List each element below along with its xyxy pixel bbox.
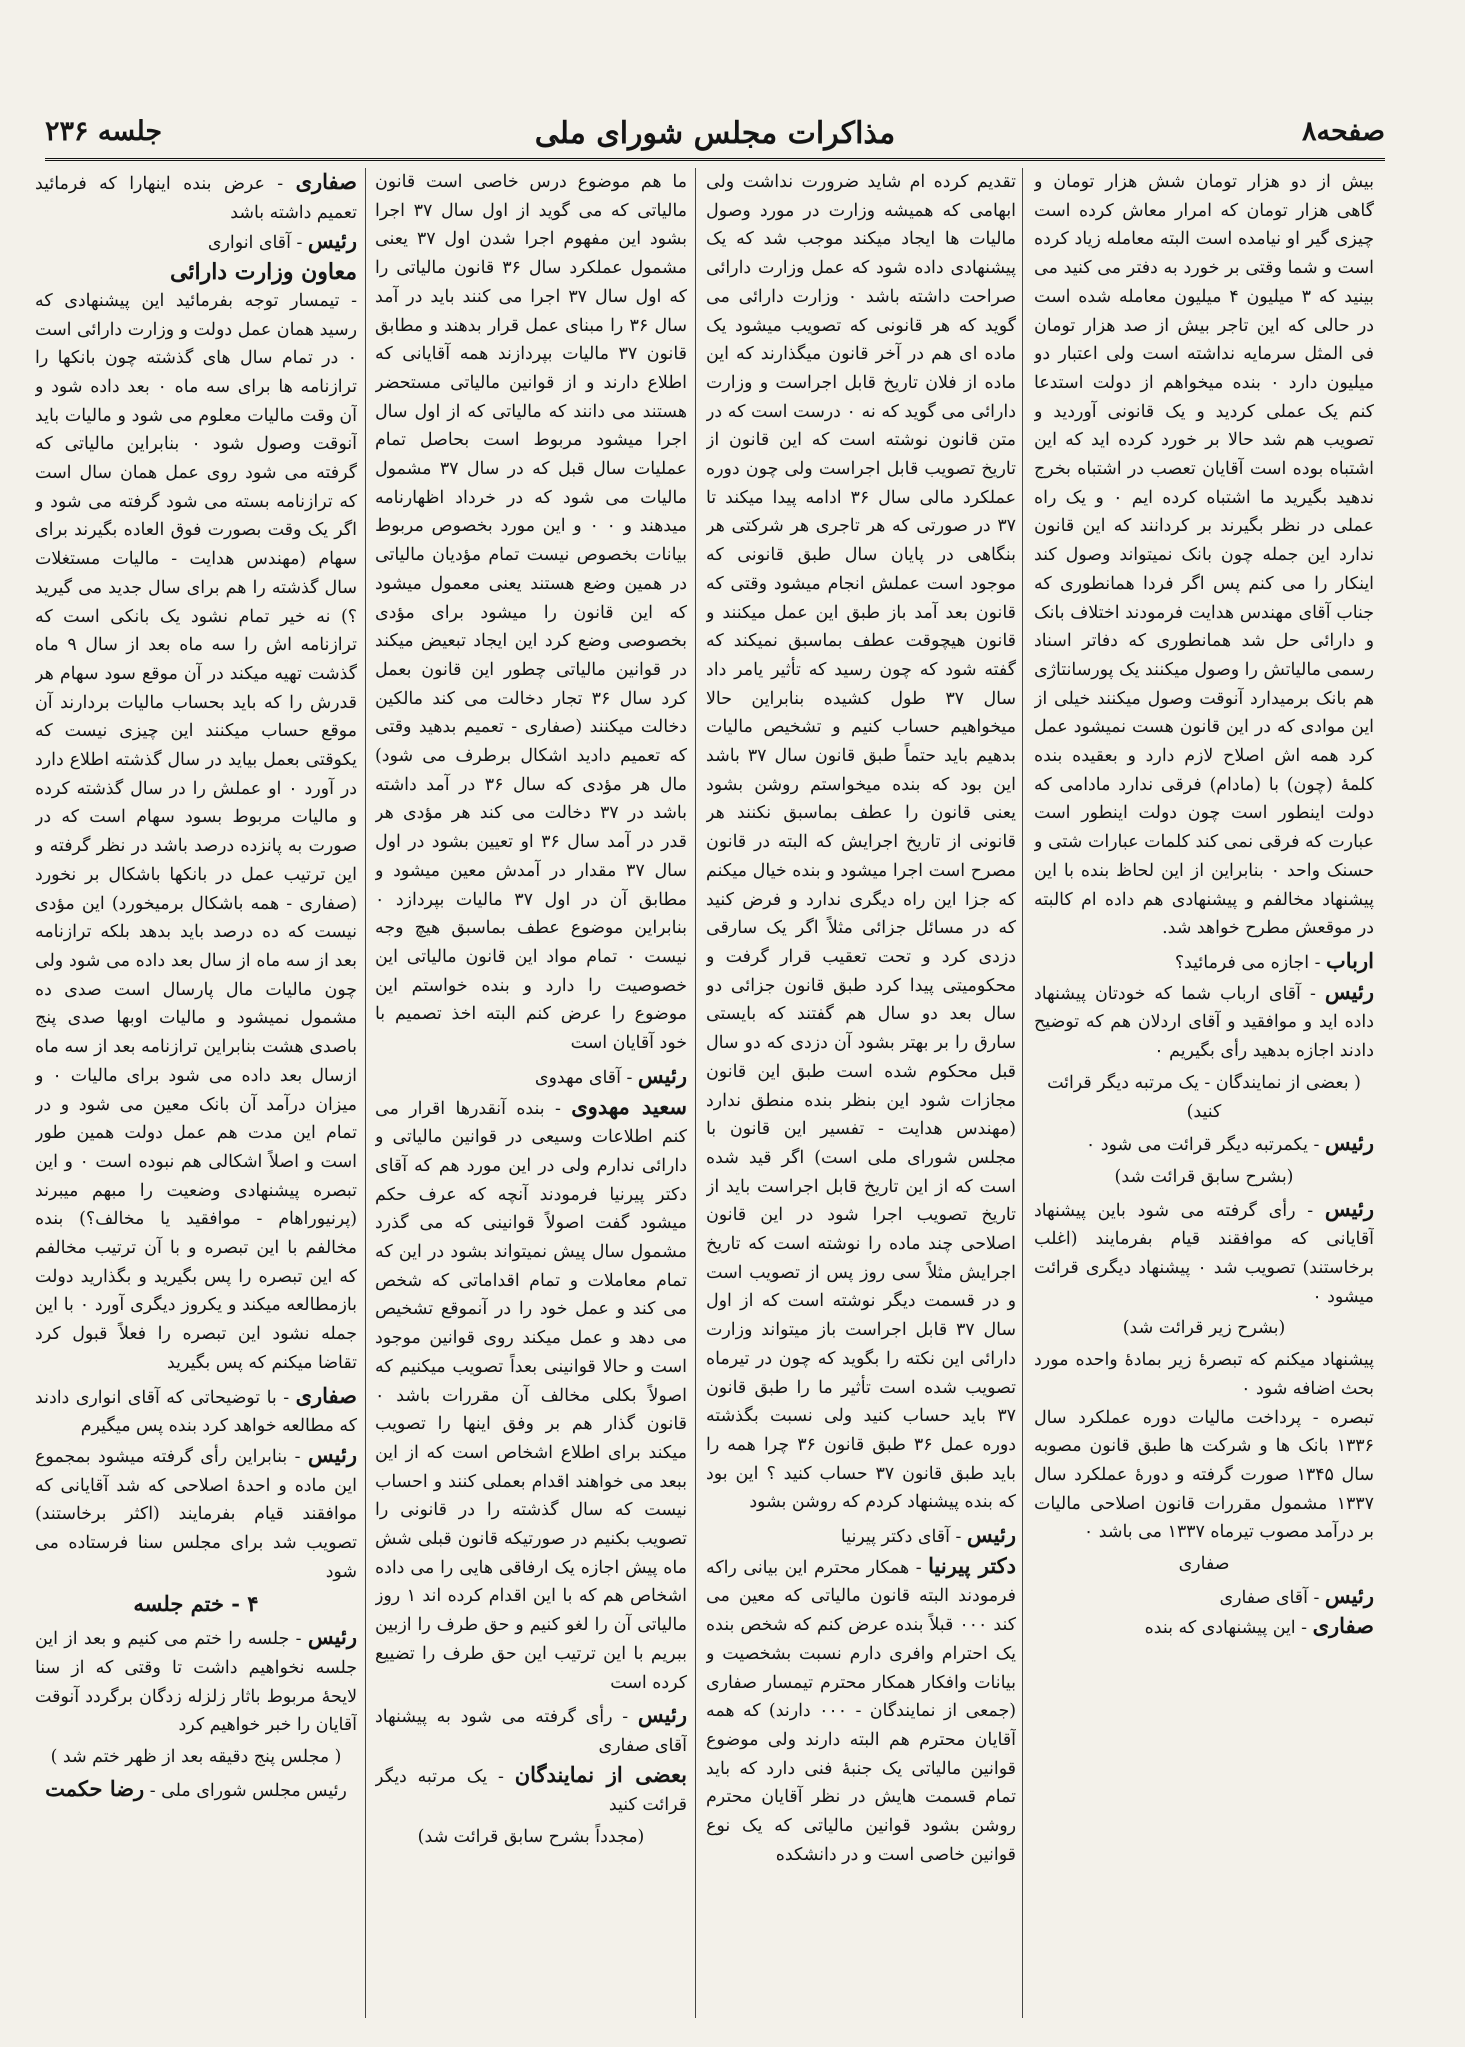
- speaker-name: دکتر پیرنیا: [928, 1552, 1016, 1578]
- speaker-name: رئیس: [307, 1441, 357, 1467]
- speaker-line: [1034, 1129, 1374, 1160]
- speaker-name: ارباب: [1326, 947, 1374, 973]
- speaker-name: رئیس: [1324, 1582, 1374, 1608]
- column-1: [1034, 168, 1374, 2028]
- stage-direction: (بشرح سابق قرائت شد): [1114, 1166, 1294, 1187]
- speech-text: - آقای دکتر پیرنیا: [840, 1527, 967, 1548]
- speaker-line: [375, 1093, 687, 1698]
- speaker-line: [375, 1761, 687, 1820]
- speaker-name: صفاری: [295, 169, 357, 194]
- speaker-line: [706, 1521, 1016, 1552]
- speech-text: - جلسه را ختم می کنیم و بعد از این جلسه نخواهیم داشت تا وقتی که از سنا لایحهٔ مربوط باثار زلزله زدگان برگردد آنوقت آقایان را خبر خواهیم کرد: [35, 1629, 357, 1736]
- speaker-name: رئیس: [637, 1702, 687, 1728]
- paragraph: تقدیم کرده ام شاید ضرورت نداشت ولی ابهامی که همیشه وزارت در مورد وصول مالیات ها ایجاد میکند موجب شد که یک پیشنهادی داده شود که عمل وزارت دارائی صراحت داشته باشد ۰ وزارت دارائی می گوید که هر قانونی که تصویب میشود یک ماده ای هم در آخر قانون میگذارند که این ماده از فلان تاریخ قابل اجراست و وزارت دارائی می گوید که نه ۰ درست است که در متن قانون نوشته است که این قانون از تاریخ تصویب قابل اجراست ولی چون دوره عملکرد مالی سال ۳۶ ادامه پیدا میکند تا ۳۷ در صورتی که هر تاجری هر شرکتی هر بنگاهی در پایان سال طبق قانونی که موجود است عملش انجام میشود وقتی که قانون بعد آمد باز طبق این عمل میکنند و قانون هیچوقت عطف بماسبق نمیکند که گفته شود که چون رسید که تأثیر یامر داد سال ۳۷ طول کشیده بنابراین حالا میخواهیم حساب کنیم و تشخیص مالیات بدهیم باید حتماً طبق قانون سال ۳۷ باشد این بود که بنده میخواستم روشن بشود یعنی قانون را عطف بماسبق نکنند هر قانونی از تاریخ اجرایش که البته در قانون مصرح است اجرا میشود و بنده خیال میکنم که جزا این راه دیگری ندارد و فرض کنید که در مسائل جزائی مثلاً اگر یک سارقی دزدی کرد و تحت تعقیب قرار گرفت و محکومیتی پیدا کرد طبق قانون جزائی دو سال بعد دو سال هم گفتند که بایستی سارق را بر بهتر بشود آن دزدی که دو سال قبل محکوم شده است طبق این قانون مجازات شود این بنظر بنده منطق ندارد (مهندس هدایت - تفسیر این قانون با مجلس شورای ملی است) اگر قید شده است که از این تاریخ قابل اجراست باید از تاریخ تصویب اجرا شود در این قانون اصلاحی چند ماده را نوشته است که تاریخ اجرایش مثلاً سی روز پس از تصویب است و در قسمت دیگر نوشته است که از اول سال ۳۷ قابل اجراست باز میتواند وزارت دارائی این نکته را بگوید که چون در تیرماه تصویب شده است تأثیر ما را طبق قانون ۳۷ باید حساب کنید ولی نسبت بگذشته دوره عمل ۳۶ طبق قانون ۳۶ چرا همه را باید طبق قانون ۳۷ حساب کنید ؟ این بود که بنده پیشنهاد کردم که روشن بشود: [706, 172, 1016, 1513]
- speech-text: - آقای مهدوی: [534, 1067, 638, 1088]
- speaker-line: [1034, 1195, 1374, 1312]
- speaker-name: صفاری: [1312, 1613, 1374, 1639]
- speech-text: - بنابراین رأی گرفته میشود بمجموع این ماده و احدهٔ اصلاحی که شد آقایانی که موافقند قیام بفرمایند (اکثر برخاستند) تصویب شد برای مجلس سنا فرستاده می شود: [35, 1446, 357, 1582]
- speaker-name: رئیس: [307, 1624, 357, 1650]
- page-number: صفحه۸: [1301, 116, 1385, 147]
- speaker-line: [35, 168, 357, 227]
- paragraph: ما هم موضوع درس خاصی است قانون مالیاتی که می گوید از اول سال ۳۷ اجرا بشود این مفهوم اجرا شدن اول ۳۷ یعنی مشمول عملکرد سال ۳۶ قانون مالیاتی را که اول سال ۳۷ اجرا می کنند باید در آمد سال ۳۶ را مبنای عمل قرار بدهند و مطابق قانون ۳۷ مالیات بپردازند همه آقایانی که اطلاع دارند و از قوانین مالیاتی مستحضر هستند می دانند که مالیاتی که از اول سال اجرا میشود مربوط است بحاصل تمام عملیات سال قبل که در سال ۳۷ مشمول مالیات می شود که در خرداد اظهارنامه میدهند و ۰ ۰ و این مورد بخصوص مربوط بیانات بخصوص نیست تمام مؤدیان مالیاتی در همین وضع هستند یعنی معمول میشود که این قانون را میشود برای مؤدی بخصوصی وضع کرد این ایجاد تبعیض میکند در قوانین مالیاتی چطور این قانون بعمل کرد سال ۳۶ تجار دخالت می کند مالکین دخالت میکنند (صفاری - تعمیم بدهید وقتی که تعمیم دادید اشکال برطرف می شود) مال هر مؤدی که سال ۳۶ در آمد داشته باشد در ۳۷ دخالت می کند هر مؤدی هر قدر در آمد سال ۳۶ او تعیین بشود در اول سال ۳۷ مقدار در آمدش معین میشود و مطابق آن در اول ۳۷ مالیات بپردازد ۰ بنابراین موضوع عطف بماسبق هیچ وجه نیست ۰ تمام مواد این قانون مالیاتی این خصوصیت را دارد و بنده خواستم این موضوع را عرض کنم البته اخذ تصمیم با خود آقایان است: [375, 172, 687, 1054]
- column-divider: [695, 168, 696, 2018]
- session-number: جلسه ۲۳۶: [45, 116, 163, 147]
- paragraph: بیش از دو هزار تومان شش هزار تومان و گاهی هزار تومان که امرار معاش کرده است چیزی گیر او نیامده است البته معامله زیاد کرده است و شما وقتی بر خورد به دفتر می کنید می بینید که ۳ میلیون ۴ میلیون معامله شده است در حالی که این تاجر بیش از صد هزار تومان فی المثل سرمایه نداشته است ولی اعتبار دو میلیون دارد ۰ بنده میخواهم از دولت استدعا کنم یک عملی کردید و یک قانونی آوردید و تصویب هم شد حالا بر خورد کرده اید که این اشتباه بوده است آقایان تعصب در اشتباه بخرج ندهید بگیرید ما اشتباه کرده ایم ۰ و یک راه عملی در نظر بگیرند بر کردانند که این قانون ندارد این جمله چون بانک نمیتواند وصول کند اینکار را می کنم پس اگر فردا همانطوری که جناب آقای مهندس هدایت فرمودند اختلاف بانک و دارائی حل شد همانطوری که دفاتر اسناد رسمی مالیاتش را وصول میکنند یک پورسانتاژی هم بانک برمیدارد آنوقت وصول میکنند خیلی از این موادی که در این قانون هست نمیشود عمل کرد همه اش اصلاح لازم دارد و بعقیده بنده کلمهٔ (چون) با (مادام) فرقی ندارد مادامی که دولت اینطور است چون دولت اینطور است عبارت که فرقی نمی کند کلمات عبارات شتی و حسنک واحد ۰ بنابراین از این لحاظ بنده با این پیشنهاد مخالفم و پیشنهادی هم داده ام کالبته در موقعش مطرح خواهد شد.: [1034, 172, 1374, 939]
- speech-text: - رأی گرفته می شود به پیشنهاد آقای صفاری: [375, 1707, 687, 1756]
- column-3: [375, 168, 687, 2028]
- speaker-line: [375, 1701, 687, 1760]
- page-title: مذاکرات مجلس شورای ملی: [534, 116, 896, 151]
- paragraph: تبصره - پرداخت مالیات دوره عملکرد سال ۱۳۳۶ بانک ها و شرکت ها طبق قانون مصوبه سال ۱۳۴۵ صورت گرفته و دورهٔ عملکرد سال ۱۳۳۷ مشمول مقررات قانون اصلاحی مالیات بر درآمد مصوب تیرماه ۱۳۳۷ می باشد ۰: [1034, 1407, 1374, 1543]
- speech-text: - تیمسار توجه بفرمائید این پیشنهادی که رسید همان عمل دولت و وزارت دارائی است ۰ در تمام سال های گذشته چون بانکها را ترازنامه ها برای سه ماه ۰ بعد داده شود و آن وقت مالیات معلوم می شود و مالیات باید آنوقت وصول شود ۰ بنابراین مالیاتی که گرفته می شود روی عمل همان سال است که ترازنامه بسته می شود گرفته می شود و اگر یک وقت بصورت فوق العاده بگیرند برای سهام (مهندس هدایت - مالیات مستغلات سال گذشته را هم برای سال جدید می گیرید ؟) نه خیر تمام نشود یک بانکی است که ترازنامه اش را سه ماه بعد از سال ۹ ماه گذشت تهیه میکند در آن موقع سود سهام هر قدرش را که باید بحساب مالیات بردارند آن موقع حساب میکنند این چیزی نیست که یکوقتی بعمل بیاید در سال گذشته اطلاع دارد در آورد ۰ او عملش را در سال گذشته کرده و مالیات مربوط بسود سهام است که در صورت به پانزده درصد باشد در نظر گرفته و این ترتیب عمل در بانکها باشکال بر نخورد (صفاری - همه باشکال برمیخورد) این مؤدی نیست که ده درصد باید بدهد بلکه ترازنامه بعد از سه ماه از سال بعد داده می شود ولی چون مالیات مال پارسال است صدی ده مشمول نمیشود و مالیات اوبها صدی پنج باصدی هشت بنابراین ترازنامه بعد از سه ماه ازسال بعد داده می شود برای مالیات ۰ و میزان درآمد آن بانک معین می شود و در تمام این مدت هم عمل دولت همین طور است و اصلاً اشکالی هم نبوده است ۰ و این تبصره پیشنهادی وضعیت را مبهم میبرند (پرنیوراهام - موافقید یا مخالف؟) بنده مخالفم با این تبصره و با آن ترتیب مخالفم که این تبصره را پس بگیرید و بگذارید دولت بازمطالعه میکند و یکروز دیگری آورد ۰ با این جمله نشود این تبصره را فعلاً قبول کرد تقاضا میکنم که پس بگیرید: [35, 290, 357, 1373]
- speaker-line: [35, 258, 357, 1377]
- speech-text: - یک مرتبه دیگر قرائت کنید: [375, 1766, 687, 1816]
- interjection: ( بعضی از نمایندگان - یک مرتبه دیگر قرائت کنید): [1047, 1072, 1361, 1122]
- speaker-line: [35, 227, 357, 258]
- signature-line: رئیس مجلس شورای ملی - رضا حکمت: [45, 1775, 347, 1801]
- stage-direction: (بشرح زیر قرائت شد): [1122, 1318, 1286, 1339]
- signature: صفاری: [1178, 1554, 1230, 1575]
- speaker-line: [1034, 978, 1374, 1066]
- section-heading: ۴ - ختم جلسه: [133, 1591, 259, 1617]
- speech-text: - اجازه می فرمائید؟: [1174, 952, 1326, 973]
- speaker-name: رئیس: [1324, 978, 1374, 1004]
- speaker-title: معاون وزارت دارائی: [170, 259, 357, 286]
- signature-label: رئیس مجلس شورای ملی: [161, 1780, 347, 1801]
- signature-name: رضا حکمت: [45, 1775, 145, 1801]
- speaker-line: [35, 1623, 357, 1740]
- speaker-name: سعید مهدوی: [571, 1093, 687, 1119]
- speech-text: - یکمرتبه دیگر قرائت می شود ۰: [1085, 1135, 1325, 1156]
- speaker-line: [35, 1382, 357, 1441]
- speaker-line: [35, 1441, 357, 1587]
- speaker-name: بعضی از نمایندگان: [514, 1761, 687, 1787]
- stage-direction: (مجدداً بشرح سابق قرائت شد): [417, 1827, 645, 1848]
- column-divider: [365, 168, 366, 2018]
- speaker-name: رئیس: [1324, 1130, 1374, 1156]
- speech-text: - عرض بنده اینهارا که فرمائید تعمیم داشته باشد: [35, 174, 357, 223]
- speaker-line: [1034, 1582, 1374, 1613]
- speaker-name: رئیس: [1324, 1195, 1374, 1221]
- closing-note: ( مجلس پنج دقیقه بعد از ظهر ختم شد ): [50, 1746, 342, 1767]
- speech-text: - آقای ارباب شما که خودتان پیشنهاد داده اید و موافقید و آقای اردلان هم که توضیح دادند اجازه بدهید رأی بگیریم ۰: [1034, 983, 1374, 1062]
- speaker-name: رئیس: [637, 1062, 687, 1088]
- column-divider: [1022, 168, 1023, 2018]
- speaker-line: [1034, 947, 1374, 978]
- speech-text: - با توضیحاتی که آقای انواری دادند که مطالعه خواهد کرد بنده پس میگیرم: [35, 1387, 357, 1437]
- speaker-name: رئیس: [966, 1522, 1016, 1548]
- column-2: [706, 168, 1016, 2028]
- page-header: [45, 112, 1385, 161]
- speech-text: - رأی گرفته می شود باین پیشنهاد آقایانی که موافقند قیام بفرمایند (اغلب برخاستند) تصویب شد ۰ پیشنهاد دیگری قرائت میشود ۰: [1034, 1200, 1374, 1307]
- speaker-line: [375, 1062, 687, 1093]
- speech-text: - آقای انواری: [207, 233, 308, 254]
- speech-text: - این پیشنهادی که بنده: [1144, 1618, 1313, 1639]
- speaker-name: رئیس: [307, 228, 357, 254]
- speech-text: - بنده آنقدرها اقرار می کنم اطلاعات وسیعی در قوانین مالیاتی و دارائی ندارم ولی در این مورد هم که آقای دکتر پیرنیا فرمودند آنچه که عرف حکم میشود گفت اصولاً قوانینی که می گذرد مشمول سال پیش نمیتواند بشود در این که تمام معاملات و تمام اقداماتی که شخص می کند و عمل خود را در آنموقع تشخیص می دهد و عمل میکند روی قوانین موجود است و حالا قوانینی بعداً تصویب میکنیم که اصولاً بکلی مخالف آن مقررات باشد ۰ قانون گذار هم بر وفق اینها را تصویب میکند برای اطلاع اشخاص است که از این ببعد می خواهند اقدام بعملی کنند و احساب نیست که سال گذشته را در قانونی را تصویب بکنیم در صورتیکه قانون قبلی شش ماه پیش اجازه یک ارفاقی هایی را می داده اشخاص هم که با این اقدام کرده اند ۱ روز مالیاتی آن را لغو کنیم و حق طرف را ازبین ببریم با این ترتیب این حق طرف را تضییع کرده است: [375, 1098, 687, 1693]
- speech-text: - همکار محترم این بیانی راکه فرمودند البته قانون مالیاتی که معین می کند ۰۰۰ قبلاً بنده عرض کنم که شخص بنده یک احترام وافری دارم نسبت بشخصیت و بیانات وافکار همکار محترم تیمسار صفاری (جمعی از نمایندگان - ۰۰۰ دارند) که همه آقایان محترم هم البته دارند ولی موضوع قوانین مالیاتی یک جنبهٔ فنی دارد که باید تمام قسمت هایش در نظر آقایان محترم روشن بشود قوانین مالیاتی که یک نوع قوانین خاصی است و در دانشکده: [706, 1557, 1016, 1865]
- speaker-line: [1034, 1612, 1374, 1643]
- column-4: [35, 168, 357, 2028]
- speaker-name: صفاری: [295, 1382, 357, 1408]
- paragraph: پیشنهاد میکنم که تبصرهٔ زیر بمادهٔ واحده مورد بحث اضافه شود ۰: [1034, 1350, 1374, 1399]
- speaker-line: [706, 1552, 1016, 1870]
- speech-text: - آقای صفاری: [1219, 1587, 1325, 1608]
